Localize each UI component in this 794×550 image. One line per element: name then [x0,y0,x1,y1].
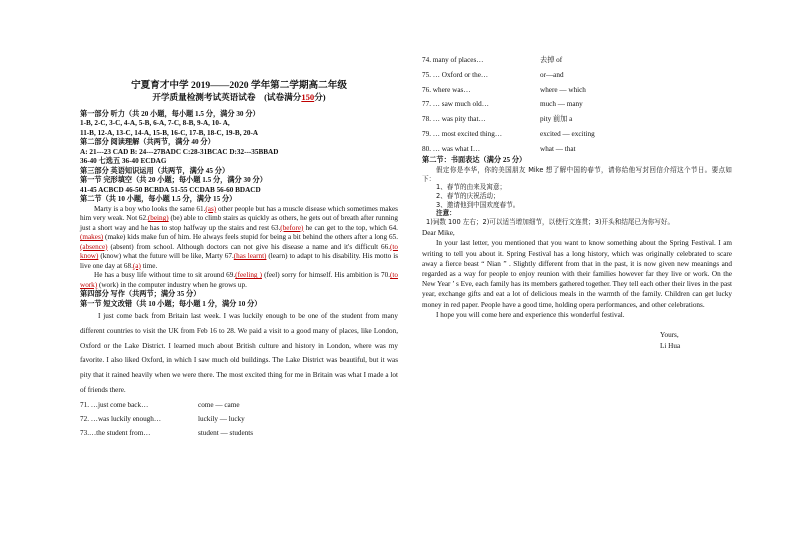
correction-item: 72. …was luckily enough… [80,414,162,423]
writing-heading: 第二节：书面表达（满分 25 分） [422,156,527,165]
correction-item: 77. … saw much old… [422,100,489,109]
correction-fix: where — which [540,85,586,94]
grammar-paragraph-1 [80,205,398,272]
exam-subtitle [80,92,398,103]
corrections-list-right [422,53,732,156]
text-run: (absent) from school. Although doctors can not give his disease a name and it's difficult 66. [107,242,391,251]
correction-item: 80. … was what I… [422,144,481,153]
part3-answers: 41-45 ACBCD 46-50 BCBDA 51-55 CCDAB 56-60 BDACD [80,185,261,194]
point-3: 3、邀请他到中国欢度春节。 [436,200,520,209]
answer-68: (a) [132,261,141,270]
correction-fix: student — students [198,428,254,437]
answer-61: (as) [205,204,217,213]
part4-section1-heading: 第一节 短文改错（共 10 小题；每小题 1 分，满分 10 分） [80,299,262,308]
part4-heading: 第四部分 写作（共两节；满分 35 分） [80,290,201,299]
correction-item: 78. … was pity that… [422,115,486,124]
letter-signature: Li Hua [660,341,681,350]
part3-section1-heading: 第一节 完形填空（共 20 小题；每小题 1.5 分，满分 30 分） [80,176,267,185]
text-run: other people but has a muscle disease which sometimes makes him very weak. Not 62. [80,204,398,223]
correction-item: 73.…the student from… [80,428,151,437]
answer-63: (before) [280,223,304,232]
text-run: He has a busy life without time to sit around 69. [94,271,236,280]
point-2: 2、春节的庆祝活动； [436,191,500,200]
correction-item: 71. …just come back… [80,400,149,409]
part3-heading: 第三部分 英语知识运用（共两节，满分 45 分） [80,166,230,175]
left-column [80,80,398,440]
correction-row [422,112,732,127]
correction-fix: what — that [540,144,576,153]
text-run: (know) what the future will be like, Marty 67. [98,252,234,261]
score-label: (试卷满分 [264,92,302,103]
correction-fix: pity 前加 a [540,115,573,124]
letter-closing-paragraph: I hope you will come here and experience this wonderful festival. [436,310,625,319]
part2-answers-2: 36-40 七选五 36-40 ECDAG [80,157,167,166]
text-run: time. [140,261,158,270]
correction-row [422,127,732,142]
answer-67: (has learnt) [233,252,267,261]
part2-answers-1: A: 21---23 CAD B: 24---27BADC C:28-31BCAC D:32---35BBAD [80,147,279,156]
part1-answers-1: 1-B, 2-C, 3-C, 4-A, 5-B, 6-A, 7-C, 8-B, 9-A, 10- A, [80,119,230,128]
answer-62: (being) [147,214,169,223]
subtitle-text: 开学质量检测考试英语试卷 [152,92,256,103]
part2-heading: 第二部分 阅读理解（共两节，满分 40 分） [80,138,215,147]
answer-65: (absence) [80,242,108,251]
answer-69: (feeling ) [235,271,262,280]
text-run: Marty is a boy who looks the same 61. [94,204,206,213]
note-title: 注意： [436,209,456,218]
correction-fix: much — many [540,100,583,109]
correction-row [80,426,398,440]
correction-row [422,142,732,157]
part1-answers-2: 11-B, 12-A, 13-C, 14-A, 15-B, 16-C, 17-B, 18-C, 19-B, 20-A [80,128,259,137]
correction-fix: come — came [198,400,240,409]
correction-fix: or—and [540,70,564,79]
correction-row [422,83,732,98]
correction-row [422,53,732,68]
correction-item: 74. many of places… [422,56,484,64]
text-run: (work) in the computer industry when he grows up. [97,280,247,289]
correction-item: 79. … most excited thing… [422,129,503,138]
grammar-paragraph-2 [80,271,398,290]
correction-fix: luckily — lucky [198,414,245,423]
note-text: 1)词数 100 左右；2)可以适当增加细节，以使行文连贯；3)开头和结尾已为你写好。 [426,218,675,227]
right-column [422,53,732,352]
error-correction-passage: I just come back from Britain last week. I was luckily enough to be one of the student from many different countries to visit the UK from Feb 16 to 28. We paid a visit to a good many of places, like London, Oxford or the Lake District. I learned much about British culture and history in London, where was my favorite. I also liked Oxford, in which I saw much old buildings. The Lake District was beautiful, but it was pity that it rained heavily when we were there. The most excited thing for me in Britain was what I made a lot of friends there. [80,312,398,394]
correction-item: 75. … Oxford or the… [422,70,489,79]
part1-heading: 第一部分 听力（共 20 小题，每小题 1.5 分，满分 30 分） [80,109,260,118]
answer-64: (makes) [80,233,104,242]
letter-body: In your last letter, you mentioned that you want to know something about the Spring Festival. I am writing to tell you about it. Spring Festival has a long history, which was originally celebrated to scare away a fierce beast “ Nian ” . Slightly different from that in the past, it is now given new meanings and regarded as a way for people to enjoy reunion with their families however far they live or work. On the New Year ’ s Eve, each family has its members gathered together. They tell each other their lives in the past year, exchange gifts and eat a lot of delicious meals in the warmth of the family. Children can get lucky money in red paper. People have a good time, holding opera performances, and other celebrations. [422,239,732,309]
point-1: 1、春节的由来及寓意； [436,183,507,192]
correction-row [80,412,398,426]
text-run: (learn) to adapt to his disability. His motto is live one day at 68. [80,252,398,270]
letter-closing: Yours, [660,331,679,340]
writing-prompt: 假定你是李华，你的美国朋友 Mike 想了解中国的春节，请你给他写封回信介绍这个节日。要点如下： [422,165,732,183]
correction-fix: excited — exciting [540,129,595,138]
letter-greeting: Dear Mike, [422,228,455,237]
exam-title: 宁夏育才中学 2019——2020 学年第二学期高二年级 [131,80,347,91]
corrections-list-left [80,398,398,440]
part3-section2-heading: 第二节（共 10 小题，每小题 1.5 分，满分 15 分） [80,195,237,204]
correction-row [80,398,398,412]
answer-70: (to work) [80,271,398,289]
correction-row [422,68,732,83]
answer-66: (to know) [80,242,398,261]
text-run: (feel) sorry for himself. His ambition is 70. [262,271,391,280]
text-run: (make) kids make fun of him. He always feels stupid for being a bit behind the others after a long 65. [103,233,398,242]
text-run: he can get to the top, which 64. [303,223,398,232]
full-score: 150 [301,92,315,103]
correction-row [422,97,732,112]
correction-item: 76. where was… [422,85,471,94]
score-unit: 分) [314,92,326,103]
text-run: (be) able to climb stairs as quickly as others, he gets out of breath after running just a short way and he has to stop halfway up the stairs and rest 63. [80,214,398,232]
correction-fix: 去掉 of [540,56,563,64]
